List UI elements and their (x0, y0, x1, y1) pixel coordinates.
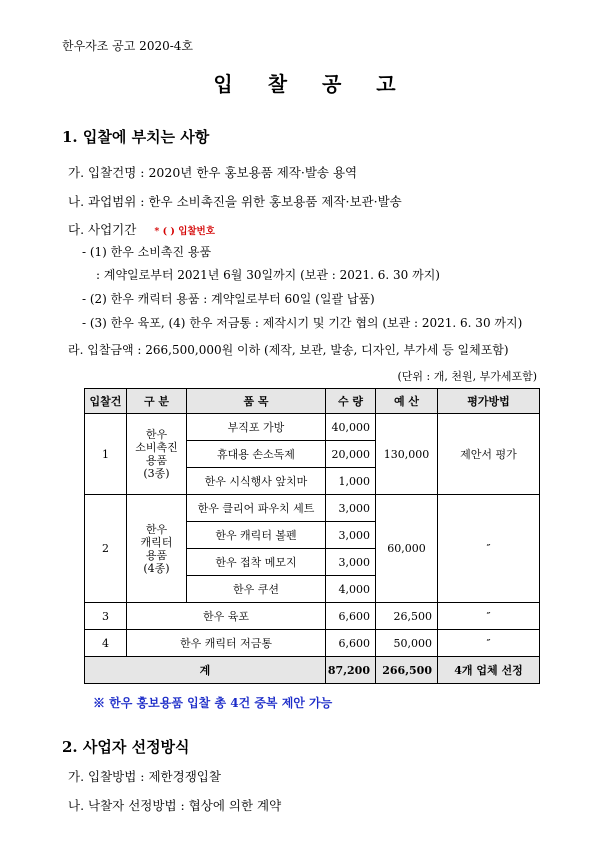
period-item-3-4: - (3) 한우 육포, (4) 한우 저금통 : 제작시기 및 기간 협의 (보관 : 2021. 6. 30 까지) (82, 316, 523, 330)
header-item: 품 목 (187, 389, 326, 414)
item-cell: 한우 클리어 파우치 세트 (187, 495, 326, 522)
bid-number-note: * ( ) 입찰번호 (154, 226, 215, 237)
category-cell: 한우 소비촉진 용품 (3종) (127, 414, 187, 495)
item-cell: 부직포 가방 (187, 414, 326, 441)
bid-no-cell: 1 (85, 414, 127, 495)
total-label: 계 (85, 657, 326, 684)
header-quantity: 수 량 (326, 389, 376, 414)
header-budget: 예 산 (376, 389, 438, 414)
budget-cell: 26,500 (376, 603, 438, 630)
item-cell: 휴대용 손소독제 (187, 441, 326, 468)
quantity-cell: 4,000 (326, 576, 376, 603)
total-quantity: 87,200 (326, 657, 376, 684)
method-cell: 제안서 평가 (438, 414, 540, 495)
duplicate-bid-note: ※ 한우 홍보용품 입찰 총 4건 중복 제안 가능 (93, 696, 333, 710)
bid-no-cell: 4 (85, 630, 127, 657)
period-item-1-detail: : 계약일로부터 2021년 6월 30일까지 (보관 : 2021. 6. 30 까지) (96, 268, 440, 282)
category-cell: 한우 캐릭터 용품 (4종) (127, 495, 187, 603)
section2-heading: 2. 사업자 선정방식 (62, 738, 190, 756)
table-row (85, 495, 540, 522)
quantity-cell: 3,000 (326, 495, 376, 522)
item-na-scope: 나. 과업범위 : 한우 소비촉진을 위한 홍보용품 제작·보관·발송 (68, 194, 402, 209)
item-cell: 한우 캐릭터 볼펜 (187, 522, 326, 549)
page-title: 입 찰 공 고 (213, 72, 410, 96)
item-ga-bid-name: 가. 입찰건명 : 2020년 한우 홍보용품 제작·발송 용역 (68, 165, 358, 180)
period-label: 다. 사업기간 (68, 222, 137, 237)
quantity-cell: 3,000 (326, 549, 376, 576)
period-item-2: - (2) 한우 캐릭터 용품 : 계약일로부터 60일 (일괄 납품) (82, 292, 375, 306)
budget-cell: 60,000 (376, 495, 438, 603)
header-category: 구 분 (127, 389, 187, 414)
quantity-cell: 40,000 (326, 414, 376, 441)
quantity-cell: 1,000 (326, 468, 376, 495)
quantity-cell: 20,000 (326, 441, 376, 468)
item-cell: 한우 접착 메모지 (187, 549, 326, 576)
item-na-selection-method: 나. 낙찰자 선정방법 : 협상에 의한 계약 (68, 798, 282, 813)
table-header-row (85, 389, 540, 414)
quantity-cell: 6,600 (326, 630, 376, 657)
item-cell: 한우 캐릭터 저금통 (127, 630, 326, 657)
item-cell: 한우 시식행사 앞치마 (187, 468, 326, 495)
table-row (85, 603, 540, 630)
header-bid-no: 입찰건 (85, 389, 127, 414)
section1-heading: 1. 입찰에 부치는 사항 (62, 128, 210, 146)
document-number: 한우자조 공고 2020-4호 (62, 39, 194, 53)
method-cell: ″ (438, 495, 540, 603)
total-budget: 266,500 (376, 657, 438, 684)
total-method: 4개 업체 선정 (438, 657, 540, 684)
item-cell: 한우 육포 (127, 603, 326, 630)
bid-no-cell: 3 (85, 603, 127, 630)
method-cell: ″ (438, 603, 540, 630)
item-da-period (68, 220, 215, 238)
item-ra-amount: 라. 입찰금액 : 266,500,000원 이하 (제작, 보관, 발송, 디자인, 부가세 등 일체포함) (68, 343, 509, 357)
period-item-1: - (1) 한우 소비촉진 용품 (82, 245, 212, 259)
bid-no-cell: 2 (85, 495, 127, 603)
table-row (85, 630, 540, 657)
method-cell: ″ (438, 630, 540, 657)
bid-items-table (84, 388, 540, 684)
table-row (85, 414, 540, 441)
budget-cell: 130,000 (376, 414, 438, 495)
budget-cell: 50,000 (376, 630, 438, 657)
header-method: 평가방법 (438, 389, 540, 414)
quantity-cell: 6,600 (326, 603, 376, 630)
unit-note: (단위 : 개, 천원, 부가세포함) (397, 370, 537, 383)
table-total-row (85, 657, 540, 684)
quantity-cell: 3,000 (326, 522, 376, 549)
item-cell: 한우 쿠션 (187, 576, 326, 603)
item-ga-bid-method: 가. 입찰방법 : 제한경쟁입찰 (68, 769, 221, 784)
